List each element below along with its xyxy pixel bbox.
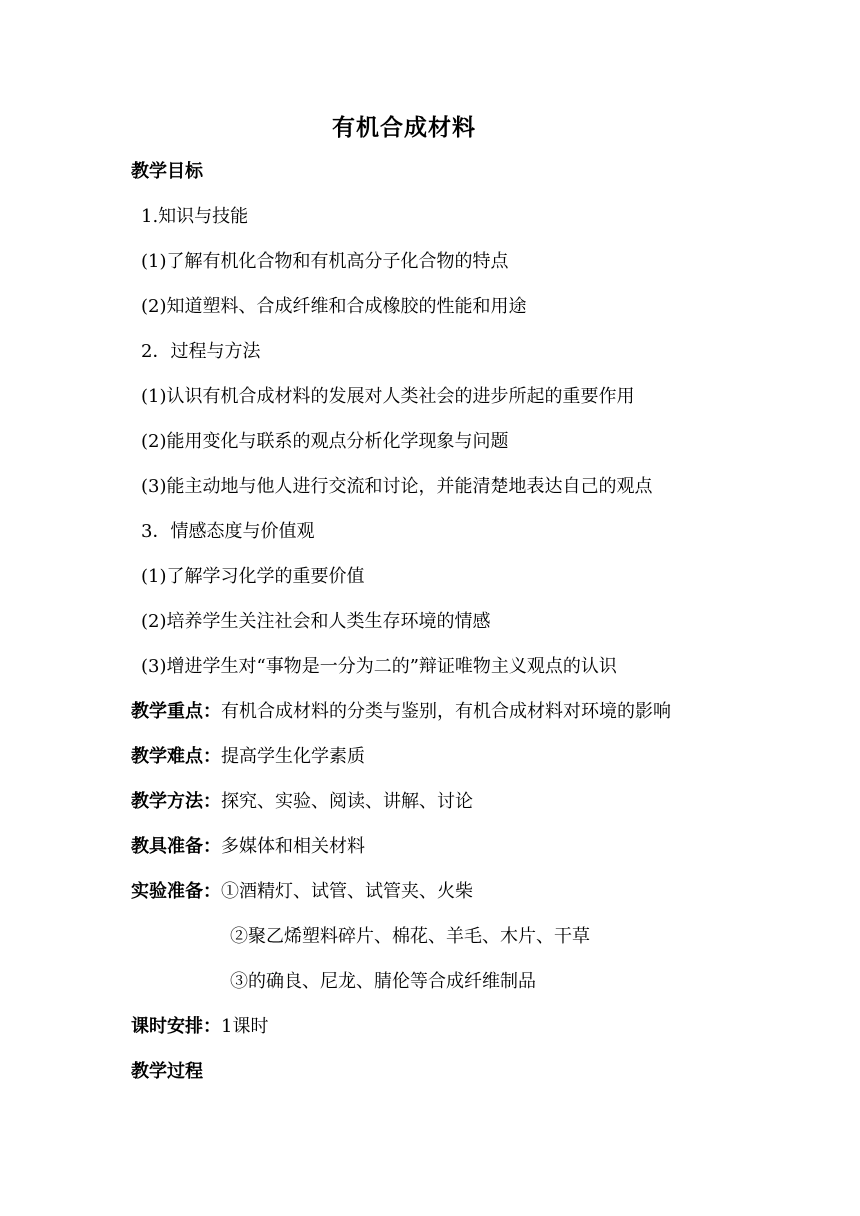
experiment-item-1: ①酒精灯、试管、试管夹、火柴 — [221, 881, 473, 902]
tools-label: 教具准备： — [131, 836, 221, 857]
attitude-item-1: (1)了解学习化学的重要价值 — [141, 566, 365, 587]
schedule-text: 1课时 — [221, 1016, 269, 1037]
tools-row — [131, 834, 365, 860]
process-item-2: (2)能用变化与联系的观点分析化学现象与问题 — [141, 431, 509, 452]
difficulty-row — [131, 744, 365, 770]
methods-text: 探究、实验、阅读、讲解、讨论 — [221, 791, 473, 812]
teaching-process-heading: 教学过程 — [131, 1061, 203, 1082]
process-methods-heading: 2．过程与方法 — [141, 341, 261, 362]
difficulty-text: 提高学生化学素质 — [221, 746, 365, 767]
knowledge-item-2: (2)知道塑料、合成纤维和合成橡胶的性能和用途 — [141, 296, 527, 317]
document-title: 有机合成材料 — [332, 115, 476, 141]
experiment-row — [131, 879, 473, 905]
process-item-1: (1)认识有机合成材料的发展对人类社会的进步所起的重要作用 — [141, 386, 635, 407]
schedule-row — [131, 1014, 268, 1040]
attitude-values-heading: 3．情感态度与价值观 — [141, 521, 315, 542]
experiment-item-3: ③的确良、尼龙、腈伦等合成纤维制品 — [230, 971, 536, 992]
attitude-item-3: (3)增进学生对“事物是一分为二的”辩证唯物主义观点的认识 — [141, 656, 617, 677]
objectives-heading: 教学目标 — [131, 161, 203, 182]
tools-text: 多媒体和相关材料 — [221, 836, 365, 857]
difficulty-label: 教学难点： — [131, 746, 221, 767]
attitude-item-2: (2)培养学生关注社会和人类生存环境的情感 — [141, 611, 491, 632]
process-item-3: (3)能主动地与他人进行交流和讨论，并能清楚地表达自己的观点 — [141, 476, 653, 497]
key-points-label: 教学重点： — [131, 701, 221, 722]
methods-row — [131, 789, 473, 815]
key-points-row — [131, 699, 671, 725]
schedule-label: 课时安排： — [131, 1016, 221, 1037]
knowledge-skills-heading: 1.知识与技能 — [141, 206, 249, 227]
experiment-label: 实验准备： — [131, 881, 221, 902]
key-points-text: 有机合成材料的分类与鉴别，有机合成材料对环境的影响 — [221, 701, 671, 722]
knowledge-item-1: (1)了解有机化合物和有机高分子化合物的特点 — [141, 251, 509, 272]
methods-label: 教学方法： — [131, 791, 221, 812]
experiment-item-2: ②聚乙烯塑料碎片、棉花、羊毛、木片、干草 — [230, 926, 590, 947]
